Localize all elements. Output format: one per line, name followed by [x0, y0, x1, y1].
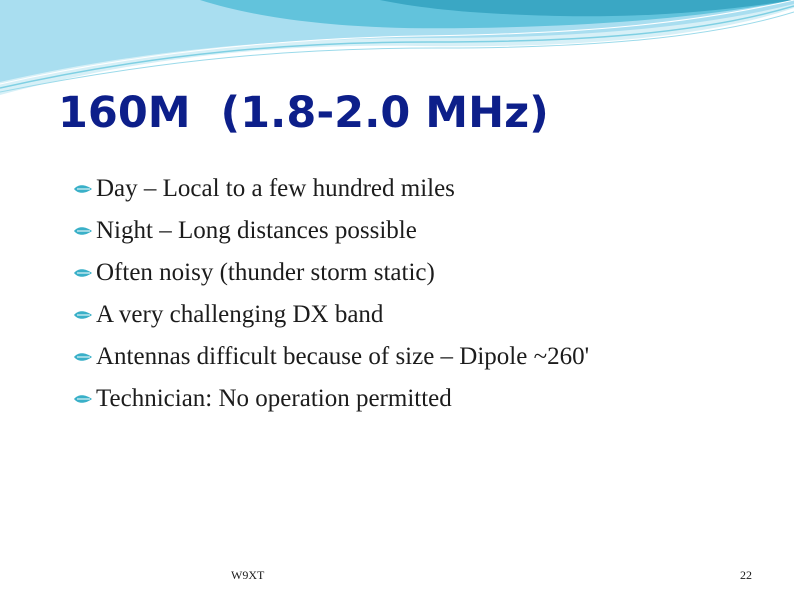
bullet-item [72, 336, 589, 378]
leaf-arrow-icon [72, 267, 94, 279]
leaf-arrow-icon [72, 309, 94, 321]
bullet-item [72, 168, 589, 210]
leaf-arrow-icon [72, 393, 94, 405]
bullet-text: Day – Local to a few hundred miles [96, 175, 455, 202]
leaf-arrow-icon [72, 183, 94, 195]
bullet-item [72, 378, 589, 420]
bullet-item [72, 210, 589, 252]
page-number: 22 [740, 568, 752, 582]
bullet-text: Technician: No operation permitted [96, 385, 452, 412]
leaf-arrow-icon [72, 351, 94, 363]
bullet-item [72, 252, 589, 294]
bullet-item [72, 294, 589, 336]
bullet-list [72, 168, 589, 420]
bullet-text: Night – Long distances possible [96, 217, 417, 244]
bullet-text: Often noisy (thunder storm static) [96, 259, 435, 286]
bullet-text: A very challenging DX band [96, 301, 384, 328]
footer-callsign: W9XT [231, 568, 265, 582]
bullet-text: Antennas difficult because of size – Dipole ~260' [96, 343, 590, 370]
slide-title: 160M (1.8-2.0 MHz) [58, 88, 549, 138]
leaf-arrow-icon [72, 225, 94, 237]
